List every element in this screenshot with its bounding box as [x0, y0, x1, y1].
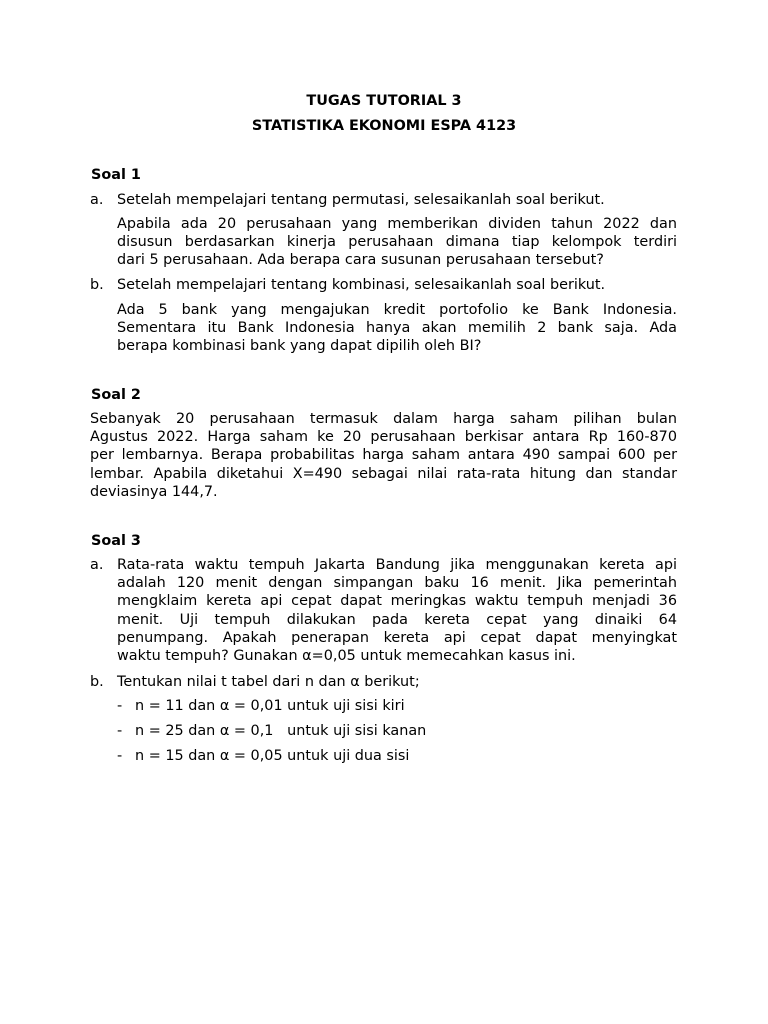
list-bullet: -: [117, 748, 123, 764]
list-bullet: -: [117, 698, 123, 714]
paragraph-line: lembar. Apabila diketahui X=490 sebagai nilai rata-rata hitung dan standar: [90, 465, 677, 482]
paragraph-line: Rata-rata waktu tempuh Jakarta Bandung jika menggunakan kereta api: [117, 557, 677, 573]
soal-1-heading: Soal 1: [91, 167, 141, 183]
soal-3-heading: Soal 3: [91, 533, 141, 549]
soal-3b-intro: Tentukan nilai t tabel dari n dan α berikut;: [117, 674, 420, 690]
document-subtitle: STATISTIKA EKONOMI ESPA 4123: [251, 118, 517, 134]
paragraph-line: berapa kombinasi bank yang dapat dipilih oleh BI?: [117, 338, 482, 355]
soal-2-heading: Soal 2: [91, 387, 141, 403]
paragraph-line: Sementara itu Bank Indonesia hanya akan memilih 2 bank saja. Ada: [117, 320, 677, 337]
paragraph-line: disusun berdasarkan kinerja perusahaan dimana tiap kelompok terdiri: [117, 234, 677, 251]
soal-3a-marker: a.: [90, 557, 104, 573]
soal-1a-question: [117, 215, 677, 270]
paragraph-line: Apabila ada 20 perusahaan yang memberikan dividen tahun 2022 dan: [117, 216, 677, 232]
paragraph-line: Agustus 2022. Harga saham ke 20 perusahaan berkisar antara Rp 160-870: [90, 429, 677, 446]
soal-1b-intro: Setelah mempelajari tentang kombinasi, selesaikanlah soal berikut.: [117, 277, 606, 293]
paragraph-line: deviasinya 144,7.: [90, 483, 218, 500]
soal-1b-marker: b.: [90, 277, 104, 293]
soal-2-question: [90, 410, 677, 501]
soal-3a-question: [117, 556, 677, 665]
paragraph-line: Sebanyak 20 perusahaan termasuk dalam harga saham pilihan bulan: [90, 411, 677, 427]
list-item: n = 15 dan α = 0,05 untuk uji dua sisi: [135, 748, 410, 764]
list-item: n = 11 dan α = 0,01 untuk uji sisi kiri: [135, 698, 405, 714]
list-bullet: -: [117, 723, 123, 739]
soal-3b-marker: b.: [90, 674, 104, 690]
paragraph-line: mengklaim kereta api cepat dapat meringkas waktu tempuh menjadi 36: [117, 593, 677, 610]
paragraph-line: dari 5 perusahaan. Ada berapa cara susunan perusahaan tersebut?: [117, 252, 604, 269]
paragraph-line: menit. Uji tempuh dilakukan pada kereta cepat yang dinaiki 64: [117, 611, 677, 628]
soal-1a-marker: a.: [90, 192, 104, 208]
paragraph-line: waktu tempuh? Gunakan α=0,05 untuk memecahkan kasus ini.: [117, 647, 576, 664]
document-title: TUGAS TUTORIAL 3: [306, 93, 462, 109]
paragraph-line: per lembarnya. Berapa probabilitas harga saham antara 490 sampai 600 per: [90, 447, 677, 464]
soal-1a-intro: Setelah mempelajari tentang permutasi, selesaikanlah soal berikut.: [117, 192, 605, 208]
soal-1b-question: [117, 301, 677, 356]
paragraph-line: Ada 5 bank yang mengajukan kredit portofolio ke Bank Indonesia.: [117, 302, 677, 318]
list-item: n = 25 dan α = 0,1 untuk uji sisi kanan: [135, 723, 427, 739]
paragraph-line: penumpang. Apakah penerapan kereta api cepat dapat menyingkat: [117, 629, 677, 646]
paragraph-line: adalah 120 menit dengan simpangan baku 16 menit. Jika pemerintah: [117, 575, 677, 592]
